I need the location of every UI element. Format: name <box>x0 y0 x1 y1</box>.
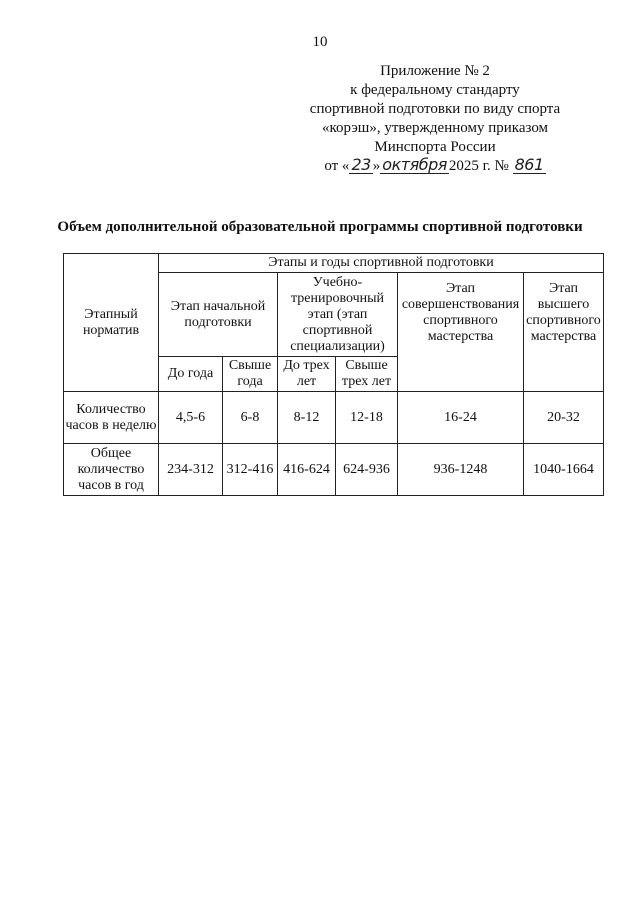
order-number-handwritten: 861 <box>514 155 544 174</box>
cell-value: 312-416 <box>223 444 278 496</box>
order-date-line <box>270 157 600 176</box>
appendix-line-3: спортивной подготовки по виду спорта <box>309 101 561 117</box>
header-sub-initial-1: До года <box>159 357 223 392</box>
cell-value: 20-32 <box>524 392 604 444</box>
date-month-handwritten: октября <box>382 155 447 174</box>
date-day-handwritten: 23 <box>351 155 371 174</box>
cell-value: 416-624 <box>278 444 336 496</box>
header-stage-higher: Этап высшего спортивного мастерства <box>524 273 604 392</box>
header-sub-training-1: До трех лет <box>278 357 336 392</box>
header-stages-group: Этапы и годы спортивной подготовки <box>159 254 604 273</box>
table-row <box>64 444 604 496</box>
appendix-line-4: «корэш», утвержденному приказом <box>321 120 549 136</box>
appendix-block <box>270 62 600 176</box>
appendix-line-5: Минспорта России <box>374 139 496 155</box>
header-sub-initial-2: Свыше года <box>223 357 278 392</box>
cell-value: 1040-1664 <box>524 444 604 496</box>
header-sub-training-2: Свыше трех лет <box>336 357 398 392</box>
cell-value: 936-1248 <box>398 444 524 496</box>
row-label: Количество часов в неделю <box>64 392 159 444</box>
appendix-line-1: Приложение № 2 <box>380 63 490 79</box>
date-prefix: от « <box>324 158 350 174</box>
training-volume-table <box>63 253 604 496</box>
cell-value: 6-8 <box>223 392 278 444</box>
page-number: 10 <box>312 34 328 50</box>
cell-value: 8-12 <box>278 392 336 444</box>
header-stage-initial: Этап начальной подготовки <box>159 273 278 357</box>
header-stage-training: Учебно-тренировочный этап (этап спортивной специализации) <box>278 273 398 357</box>
row-label: Общее количество часов в год <box>64 444 159 496</box>
date-mid: » <box>372 158 381 174</box>
cell-value: 12-18 <box>336 392 398 444</box>
cell-value: 4,5-6 <box>159 392 223 444</box>
cell-value: 234-312 <box>159 444 223 496</box>
header-stage-improvement: Этап совершенствования спортивного мастерства <box>398 273 524 392</box>
cell-value: 16-24 <box>398 392 524 444</box>
header-norm-label: Этапный норматив <box>64 254 159 392</box>
table-row <box>64 392 604 444</box>
appendix-line-2: к федеральному стандарту <box>350 82 520 98</box>
document-title: Объем дополнительной образовательной программы спортивной подготовки <box>57 219 583 235</box>
cell-value: 624-936 <box>336 444 398 496</box>
table-header-row-1 <box>64 254 604 273</box>
date-year: 2025 г. № <box>448 158 509 174</box>
